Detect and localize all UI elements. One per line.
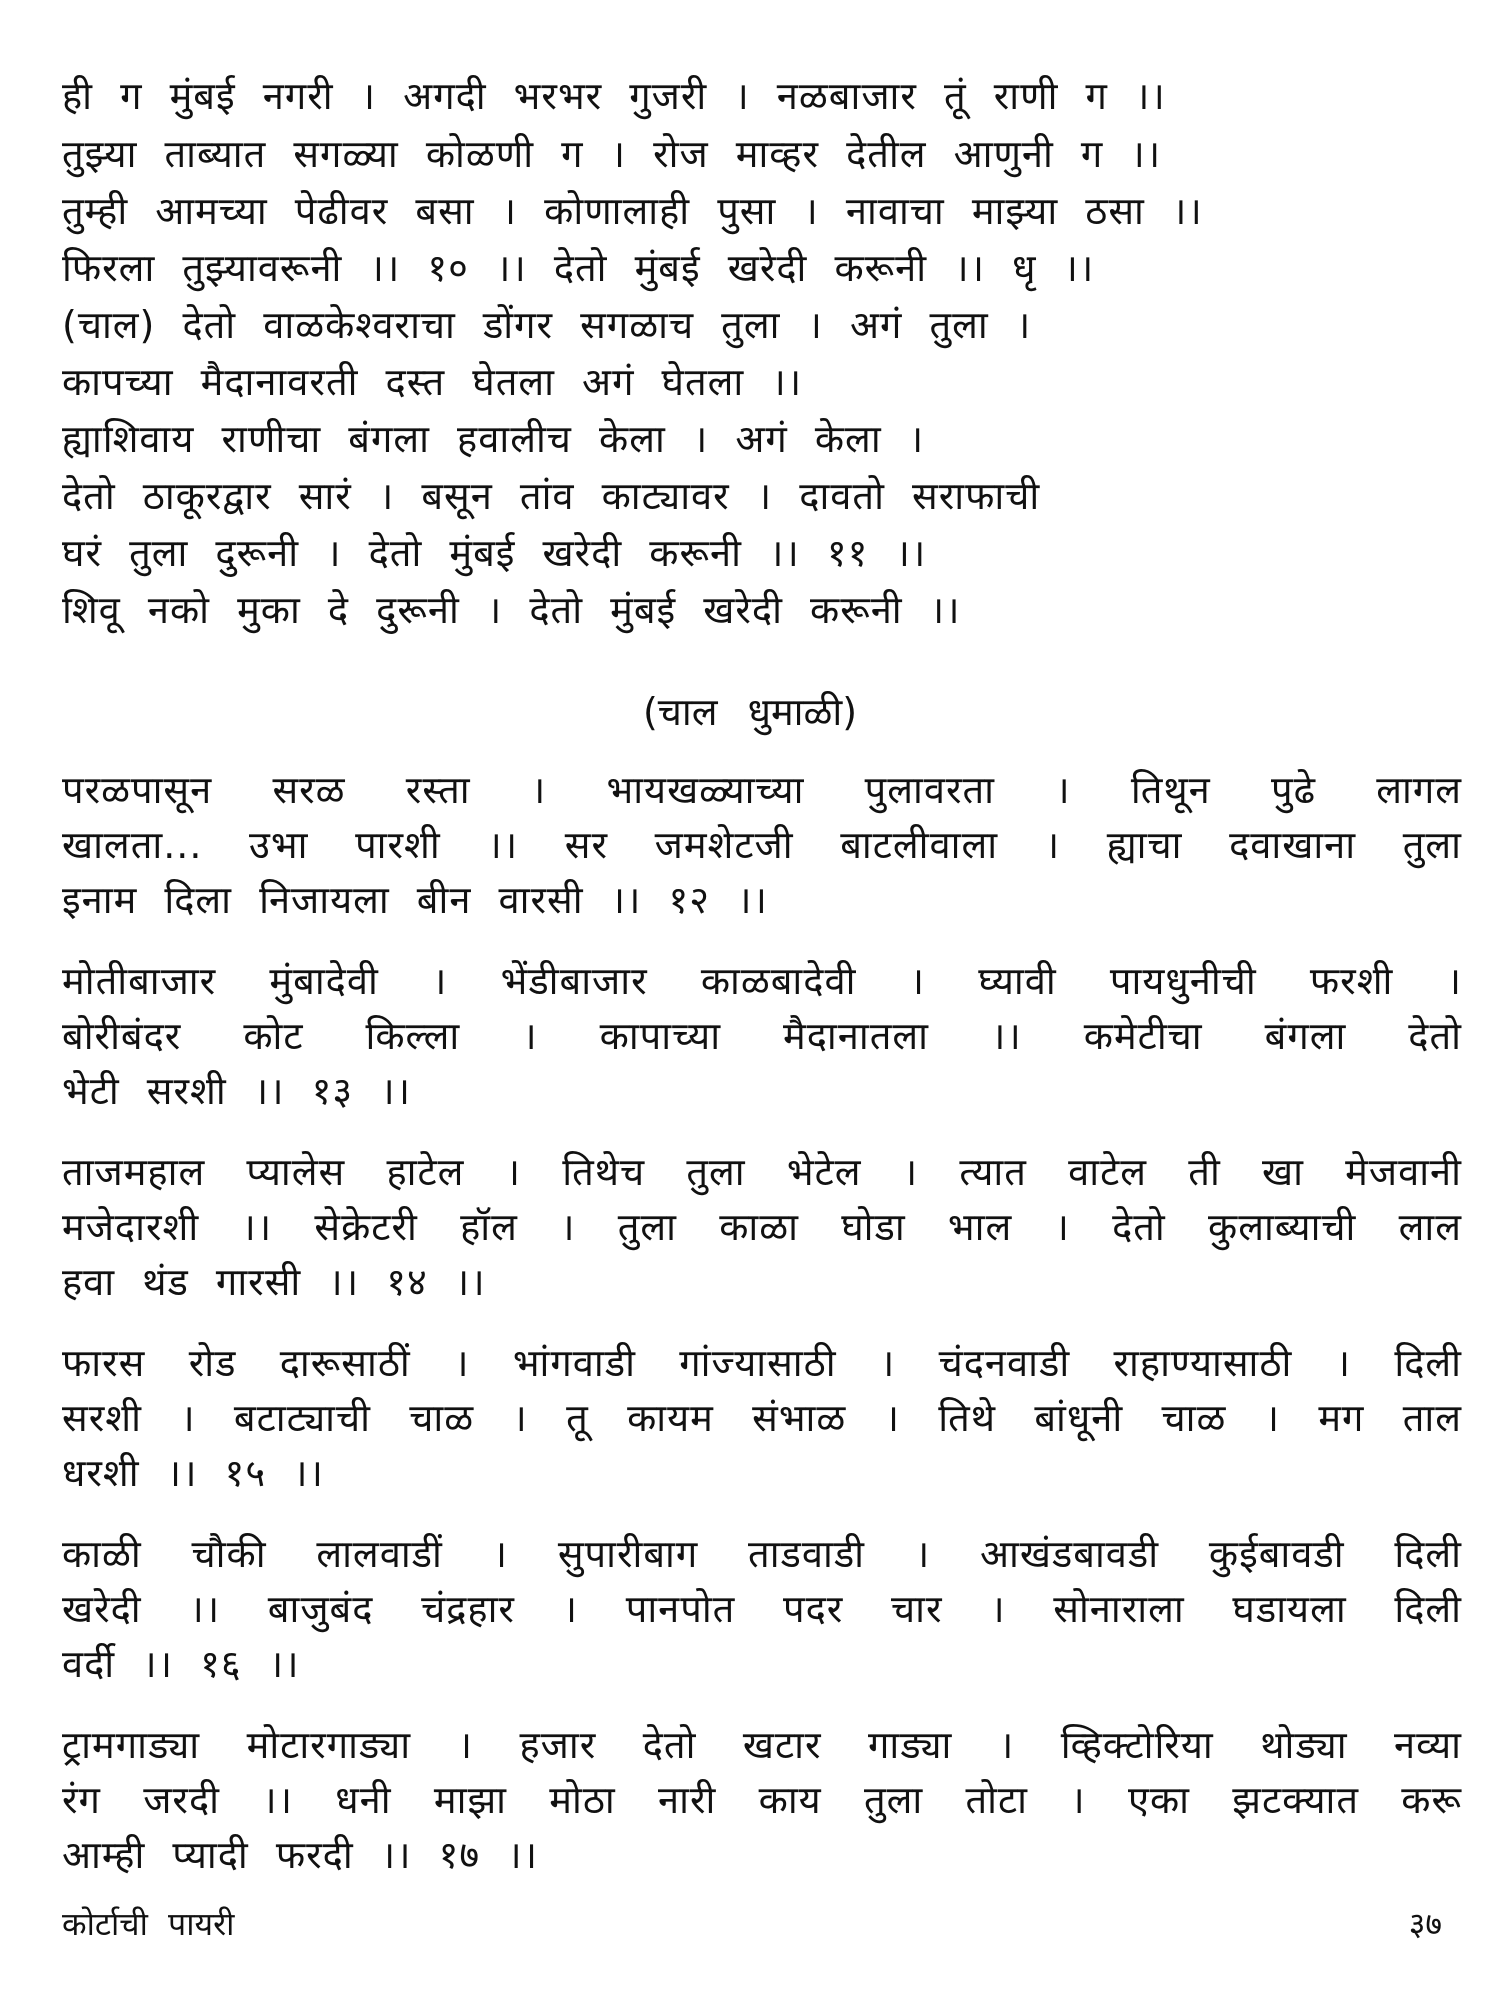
verse-line: (चाल) देतो वाळकेश्वराचा डोंगर सगळाच तुला । अगं तुला । [62, 303, 1032, 347]
verse-line: तुझ्या ताब्यात सगळ्या कोळणी ग । रोज माव्हर देतील आणुनी ग ।। [62, 132, 1162, 176]
verse-line: ही ग मुंबई नगरी । अगदी भरभर गुजरी । नळबाजार तूं राणी ग ।। [62, 74, 1166, 118]
verse-line: ह्याशिवाय राणीचा बंगला हवालीच केला । अगं केला । [62, 417, 925, 461]
verse-line: तुम्ही आमच्या पेढीवर बसा । कोणालाही पुसा । नावाचा माझ्या ठसा ।। [62, 189, 1203, 233]
verse-line: इनाम दिला निजायला बीन वारसी ।। १२ ।। [62, 878, 768, 922]
verse-line: आम्ही प्यादी फरदी ।। १७ ।। [62, 1833, 539, 1877]
verse-line: हवा थंड गारसी ।। १४ ।। [62, 1260, 486, 1304]
verse-line: खरेदी ।। बाजुबंद चंद्रहार । पानपोत पदर चार । सोनाराला घडायला दिली [62, 1587, 1462, 1631]
verse-line: परळपासून सरळ रस्ता । भायखळ्याच्या पुलावरता । तिथून पुढे लागल [62, 768, 1462, 812]
verse-line: धरशी ।। १५ ।। [62, 1451, 324, 1495]
verse-line: देतो ठाकूरद्वार सारं । बसून तांव काट्यावर । दावतो सराफाची [62, 474, 1041, 518]
verse-line: सरशी । बटाट्याची चाळ । तू कायम संभाळ । तिथे बांधूनी चाळ । मग ताल [62, 1396, 1462, 1440]
footer-book-title: कोर्टाची पायरी [62, 1905, 235, 1943]
verse-line: खालता... उभा पारशी ।। सर जमशेटजी बाटलीवाला । ह्याचा दवाखाना तुला [62, 823, 1462, 867]
verse-line: शिवू नको मुका दे दुरूनी । देतो मुंबई खरेदी करूनी ।। [62, 588, 961, 632]
verse-line: काळी चौकी लालवाडीं । सुपारीबाग ताडवाडी । आखंडबावडी कुईबावडी दिली [62, 1532, 1462, 1576]
verse-line: मजेदारशी ।। सेक्रेटरी हॉल । तुला काळा घोडा भाल । देतो कुलाब्याची लाल [62, 1205, 1462, 1249]
section-heading: (चाल धुमाळी) [642, 690, 858, 734]
verse-line: मोतीबाजार मुंबादेवी । भेंडीबाजार काळबादेवी । घ्यावी पायधुनीची फरशी । [62, 959, 1462, 1003]
verse-line: वर्दी ।। १६ ।। [62, 1642, 300, 1686]
verse-line: रंग जरदी ।। धनी माझा मोठा नारी काय तुला तोटा । एका झटक्यात करू [62, 1778, 1462, 1822]
footer-page-number: ३७ [1408, 1905, 1442, 1943]
verse-line: फारस रोड दारूसाठीं । भांगवाडी गांज्यासाठी । चंदनवाडी राहाण्यासाठी । दिली [62, 1341, 1462, 1385]
verse-line: फिरला तुझ्यावरूनी ।। १० ।। देतो मुंबई खरेदी करूनी ।। धृ ।। [62, 246, 1095, 290]
verse-line: घरं तुला दुरूनी । देतो मुंबई खरेदी करूनी ।। ११ ।। [62, 531, 927, 575]
verse-line: बोरीबंदर कोट किल्ला । कापाच्या मैदानातला ।। कमेटीचा बंगला देतो [62, 1014, 1462, 1058]
verse-line: ट्रामगाड्या मोटारगाड्या । हजार देतो खटार गाड्या । व्हिक्टोरिया थोड्या नव्या [62, 1723, 1462, 1767]
verse-line: भेटी सरशी ।। १३ ।। [62, 1069, 412, 1113]
verse-line: ताजमहाल प्यालेस हाटेल । तिथेच तुला भेटेल । त्यात वाटेल ती खा मेजवानी [62, 1150, 1462, 1194]
verse-line: कापच्या मैदानावरती दस्त घेतला अगं घेतला ।। [62, 360, 803, 404]
